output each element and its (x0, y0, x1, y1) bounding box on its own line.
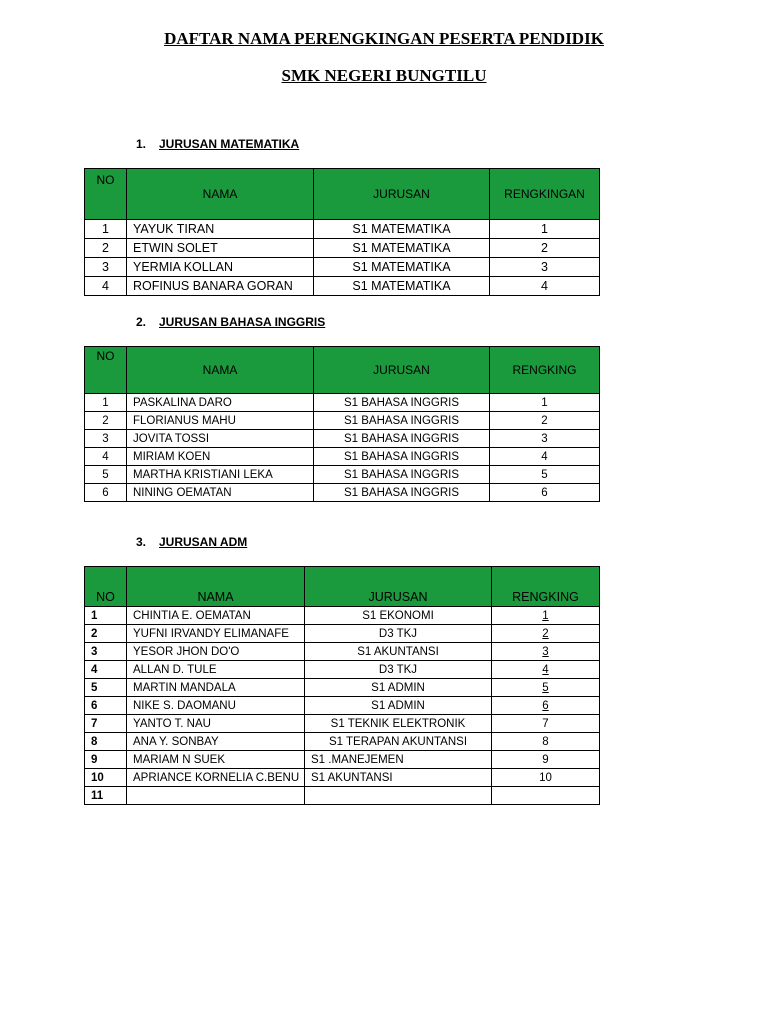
cell-jurusan: D3 TKJ (305, 661, 492, 679)
table-row (85, 625, 600, 643)
section-number: 3. (136, 535, 147, 549)
cell-no: 4 (85, 661, 127, 679)
table-row (85, 607, 600, 625)
cell-no: 7 (85, 715, 127, 733)
cell-nama: MARTIN MANDALA (127, 679, 305, 697)
table-row (85, 769, 600, 787)
table-row (85, 394, 600, 412)
cell-no: 3 (85, 430, 127, 448)
table-row (85, 277, 600, 296)
cell-jurusan: S1 ADMIN (305, 697, 492, 715)
cell-rank: 4 (490, 277, 600, 296)
cell-jurusan: S1 TERAPAN AKUNTANSI (305, 733, 492, 751)
cell-rank: 3 (490, 430, 600, 448)
cell-jurusan: S1 TEKNIK ELEKTRONIK (305, 715, 492, 733)
table-row (85, 679, 600, 697)
cell-no: 6 (85, 484, 127, 502)
cell-no: 3 (85, 643, 127, 661)
cell-jurusan: S1 MATEMATIKA (314, 277, 490, 296)
cell-nama: MARTHA KRISTIANI LEKA (127, 466, 314, 484)
cell-jurusan: D3 TKJ (305, 625, 492, 643)
cell-jurusan: S1 MATEMATIKA (314, 258, 490, 277)
table-row (85, 751, 600, 769)
table-row (85, 220, 600, 239)
cell-no: 11 (85, 787, 127, 805)
header-rengking: RENGKING (492, 567, 600, 607)
cell-jurusan: S1 EKONOMI (305, 607, 492, 625)
cell-rank: 5 (490, 466, 600, 484)
cell-rank: 2 (492, 625, 600, 643)
section-number: 2. (136, 315, 147, 329)
header-jurusan: JURUSAN (314, 169, 490, 220)
cell-rank: 4 (492, 661, 600, 679)
header-nama: NAMA (127, 347, 314, 394)
cell-nama: NINING OEMATAN (127, 484, 314, 502)
section-heading-bahasa-inggris (136, 315, 325, 329)
cell-nama: ALLAN D. TULE (127, 661, 305, 679)
table-row (85, 661, 600, 679)
cell-nama: YESOR JHON DO'O (127, 643, 305, 661)
cell-rank: 2 (490, 239, 600, 258)
table-row (85, 448, 600, 466)
cell-no: 1 (85, 607, 127, 625)
cell-no: 10 (85, 769, 127, 787)
header-jurusan: JURUSAN (305, 567, 492, 607)
cell-rank: 10 (492, 769, 600, 787)
cell-nama: YAYUK TIRAN (127, 220, 314, 239)
section-label: JURUSAN ADM (159, 535, 248, 549)
cell-no: 2 (85, 239, 127, 258)
cell-rank: 1 (490, 394, 600, 412)
cell-rank: 4 (490, 448, 600, 466)
table-bahasa-inggris (84, 346, 600, 502)
cell-nama: ETWIN SOLET (127, 239, 314, 258)
table-matematika (84, 168, 600, 296)
cell-jurusan: S1 MATEMATIKA (314, 239, 490, 258)
cell-jurusan: S1 BAHASA INGGRIS (314, 466, 490, 484)
table-row (85, 466, 600, 484)
cell-rank: 8 (492, 733, 600, 751)
table-row (85, 733, 600, 751)
document-title: DAFTAR NAMA PERENGKINGAN PESERTA PENDIDIK (164, 29, 604, 48)
table-row (85, 239, 600, 258)
section-label: JURUSAN BAHASA INGGRIS (159, 315, 326, 329)
cell-jurusan: S1 BAHASA INGGRIS (314, 412, 490, 430)
cell-nama: PASKALINA DARO (127, 394, 314, 412)
cell-jurusan: S1 BAHASA INGGRIS (314, 448, 490, 466)
cell-rank: 2 (490, 412, 600, 430)
header-jurusan: JURUSAN (314, 347, 490, 394)
cell-rank (492, 787, 600, 805)
cell-rank: 1 (490, 220, 600, 239)
cell-jurusan (305, 787, 492, 805)
cell-no: 5 (85, 679, 127, 697)
cell-nama: YUFNI IRVANDY ELIMANAFE (127, 625, 305, 643)
cell-no: 1 (85, 394, 127, 412)
cell-no: 3 (85, 258, 127, 277)
cell-no: 9 (85, 751, 127, 769)
cell-jurusan: S1 AKUNTANSI (305, 769, 492, 787)
cell-rank: 7 (492, 715, 600, 733)
section-number: 1. (136, 137, 147, 151)
cell-jurusan: S1 BAHASA INGGRIS (314, 484, 490, 502)
cell-jurusan: S1 BAHASA INGGRIS (314, 430, 490, 448)
table-row (85, 715, 600, 733)
cell-rank: 6 (490, 484, 600, 502)
header-no: NO (85, 567, 127, 607)
cell-nama: JOVITA TOSSI (127, 430, 314, 448)
table-header-row (85, 567, 600, 607)
header-rengking: RENGKING (490, 347, 600, 394)
cell-no: 4 (85, 277, 127, 296)
header-nama: NAMA (127, 567, 305, 607)
school-name: SMK NEGERI BUNGTILU (281, 66, 487, 85)
cell-rank: 1 (492, 607, 600, 625)
cell-nama: MARIAM N SUEK (127, 751, 305, 769)
cell-jurusan: S1 .MANEJEMEN (305, 751, 492, 769)
cell-rank: 3 (492, 643, 600, 661)
cell-nama: APRIANCE KORNELIA C.BENU (127, 769, 305, 787)
table-row (85, 412, 600, 430)
cell-no: 2 (85, 625, 127, 643)
table-header-row (85, 347, 600, 394)
table-row (85, 787, 600, 805)
cell-jurusan: S1 AKUNTANSI (305, 643, 492, 661)
section-label: JURUSAN MATEMATIKA (159, 137, 300, 151)
cell-jurusan: S1 ADMIN (305, 679, 492, 697)
section-heading-adm (136, 535, 247, 549)
cell-no: 1 (85, 220, 127, 239)
cell-rank: 3 (490, 258, 600, 277)
table-adm (84, 566, 600, 805)
cell-nama (127, 787, 305, 805)
cell-rank: 9 (492, 751, 600, 769)
cell-nama: YERMIA KOLLAN (127, 258, 314, 277)
table-row (85, 643, 600, 661)
cell-rank: 5 (492, 679, 600, 697)
cell-nama: MIRIAM KOEN (127, 448, 314, 466)
cell-no: 8 (85, 733, 127, 751)
header-no: NO (85, 347, 127, 394)
cell-nama: YANTO T. NAU (127, 715, 305, 733)
cell-nama: ROFINUS BANARA GORAN (127, 277, 314, 296)
table-header-row (85, 169, 600, 220)
header-nama: NAMA (127, 169, 314, 220)
table-row (85, 258, 600, 277)
table-row (85, 697, 600, 715)
cell-jurusan: S1 BAHASA INGGRIS (314, 394, 490, 412)
table-row (85, 430, 600, 448)
cell-nama: NIKE S. DAOMANU (127, 697, 305, 715)
cell-no: 2 (85, 412, 127, 430)
cell-nama: CHINTIA E. OEMATAN (127, 607, 305, 625)
header-rengkingan: RENGKINGAN (490, 169, 600, 220)
cell-no: 4 (85, 448, 127, 466)
table-row (85, 484, 600, 502)
cell-nama: FLORIANUS MAHU (127, 412, 314, 430)
header-no: NO (85, 169, 127, 220)
cell-nama: ANA Y. SONBAY (127, 733, 305, 751)
cell-no: 5 (85, 466, 127, 484)
section-heading-matematika (136, 137, 299, 151)
cell-no: 6 (85, 697, 127, 715)
cell-jurusan: S1 MATEMATIKA (314, 220, 490, 239)
cell-rank: 6 (492, 697, 600, 715)
